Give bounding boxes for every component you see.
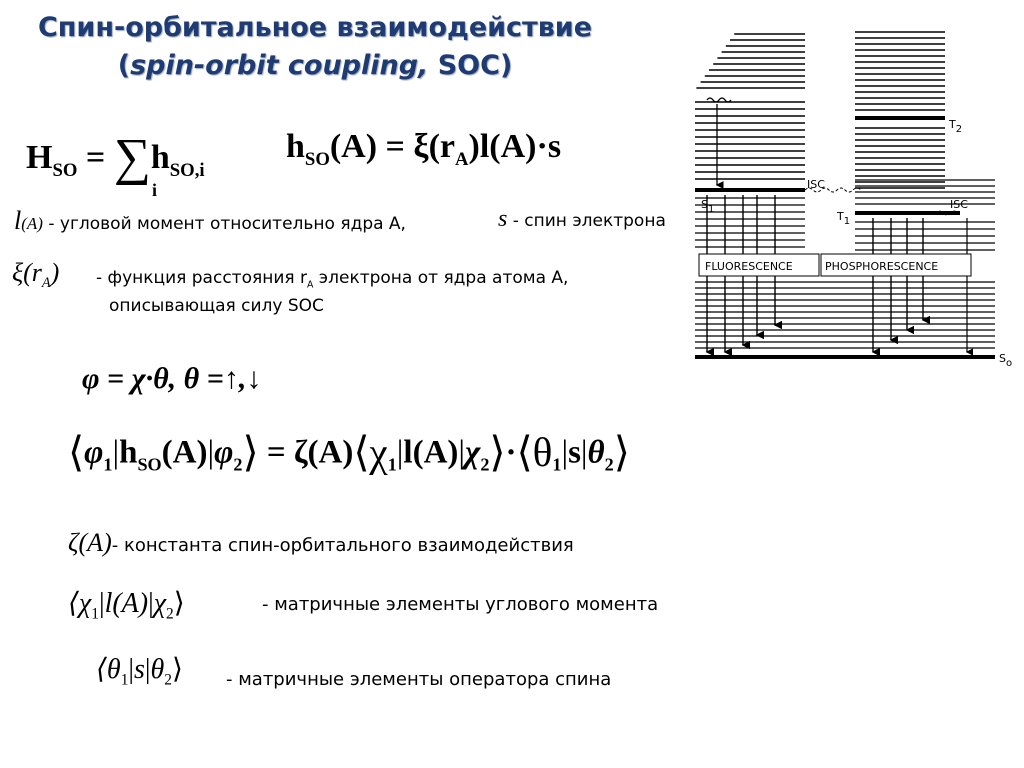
me-s: s (568, 434, 581, 471)
sum-sign: ∑ (113, 129, 151, 186)
xi-text-line-2: описывающая силу SOC (109, 296, 324, 316)
hso-a-formula (286, 128, 561, 171)
s-description (498, 206, 666, 233)
theta-bra: ⟨θ (516, 429, 553, 475)
t2-label: T2 (949, 118, 963, 135)
phi1: φ (84, 434, 104, 471)
fluorescence-label: FLUORESCENCE (705, 260, 793, 273)
l-text: - угловой момент относительно ядра A, (42, 214, 406, 234)
hso-H: H (26, 139, 53, 176)
chi-sym-sub1: 1 (91, 605, 99, 623)
ket-close: ⟩ (242, 429, 259, 475)
xi-main: ξ(r (12, 258, 42, 287)
hsoa-tail: )l(A)·s (468, 128, 562, 165)
me-dot: · (505, 434, 517, 471)
xi-text-b: электрона от ядра атома А, (313, 268, 569, 288)
hsoa-body: (A) = ξ(r (329, 128, 456, 165)
xi-sub: A (41, 275, 51, 292)
hso-h: h (150, 139, 170, 176)
chi2: χ (465, 434, 481, 471)
zeta-description (68, 528, 574, 558)
hsoa-h: h (286, 128, 305, 165)
hso-h-sub: SO,i (169, 159, 205, 181)
s0-vibrational-levels (695, 282, 995, 348)
l-arg: (A) (21, 214, 43, 233)
theta2-sub: 2 (604, 454, 614, 475)
matrix-element-equation: $⟨\varphi_1|h_{SO}(A)|\varphi_2⟩$ = $\zeta(A)⟨\chi_1|l(A)|\chi_2⟩\cdot⟨\theta_1|s|\theta_2⟩$ (68, 429, 630, 475)
sum-index: i (152, 180, 158, 200)
hso-eq: = (85, 139, 106, 176)
me-h: h (119, 434, 138, 471)
t1-label: T1 (837, 210, 851, 227)
phi1-sub: 1 (103, 454, 113, 475)
s0-label: So (999, 352, 1013, 369)
chi2-sub: 2 (480, 454, 490, 475)
chi-text: - матричные элементы углового момента (262, 594, 659, 615)
chi-ket: ⟩ (489, 429, 506, 475)
chi-sym-close: ⟩ (173, 588, 185, 619)
xi-close: ) (50, 258, 60, 287)
theta-sym-a: ⟨θ (96, 654, 121, 685)
theta-sym-b: θ (150, 654, 165, 685)
me-eq: = ζ(A) (258, 434, 354, 471)
chi-sym-b: χ (153, 588, 167, 619)
theta-sym-sub2: 2 (164, 671, 172, 689)
xi-symbol (12, 258, 59, 292)
phi2-sub: 2 (233, 454, 243, 475)
s-text: - спин электрона (507, 211, 666, 231)
zeta-text: - константа спин-орбитального взаимодействия (111, 535, 574, 556)
phi-definition: φ = χ·θ, θ =↑,↓ (82, 362, 262, 395)
chi-sym-mid: l(A) (104, 588, 149, 619)
theta-sym-close: ⟩ (171, 654, 183, 685)
isc-label-2: ISC (950, 198, 968, 211)
page-title (0, 9, 630, 85)
title-italic: spin-orbit coupling, (130, 50, 429, 81)
xi-text-a: - функция расстояния r (96, 268, 307, 288)
theta-sym-mid: s (134, 654, 145, 685)
hso-sub: SO (52, 159, 78, 181)
hsoa-rsub: A (455, 148, 469, 170)
hsoa-sub: SO (304, 148, 330, 170)
me-l: l(A) (403, 434, 459, 471)
chi-bra: ⟨χ (353, 429, 388, 475)
title-line-1: Спин-орбитальное взаимодействие (37, 12, 593, 43)
chi1-sub: 1 (387, 454, 397, 475)
theta1-sub: 1 (552, 454, 562, 475)
chi-symbol: $⟨\chi_1|l(A)|\chi_2⟩$ (68, 588, 185, 623)
hso-sum-formula (26, 128, 205, 187)
isc-label-1: ISC (807, 178, 825, 191)
phosphorescence-label: PHOSPHORESCENCE (825, 260, 939, 273)
me-h-sub: SO (137, 454, 162, 475)
bra-open: ⟨ (68, 429, 85, 475)
s-upper-levels (695, 34, 805, 179)
theta-text: - матричные элементы оператора спина (226, 669, 612, 690)
title-rest: SOC) (428, 50, 513, 81)
theta-symbol: $⟨\theta_1|s|\theta_2⟩$ (96, 654, 183, 689)
me-a: (A) (161, 434, 208, 471)
title-paren: ( (117, 50, 131, 81)
s-symbol: s (498, 206, 508, 232)
jablonski-diagram (695, 30, 1024, 375)
t-upper-levels (855, 32, 945, 188)
chi-sym-a: ⟨χ (68, 588, 92, 619)
phi2: φ (214, 434, 234, 471)
chi-sym-sub2: 2 (166, 605, 174, 623)
l-description (14, 206, 406, 236)
xi-text-sub: A (306, 279, 314, 291)
s1-label: S1 (701, 198, 715, 215)
title-line-2 (0, 47, 630, 85)
theta2: θ (587, 434, 605, 471)
theta-ket: ⟩ (613, 429, 630, 475)
xi-text-line-1 (96, 268, 568, 290)
l-symbol: l (14, 206, 22, 235)
zeta-symbol: ζ(A) (68, 528, 112, 557)
theta-sym-sub1: 1 (120, 671, 129, 689)
